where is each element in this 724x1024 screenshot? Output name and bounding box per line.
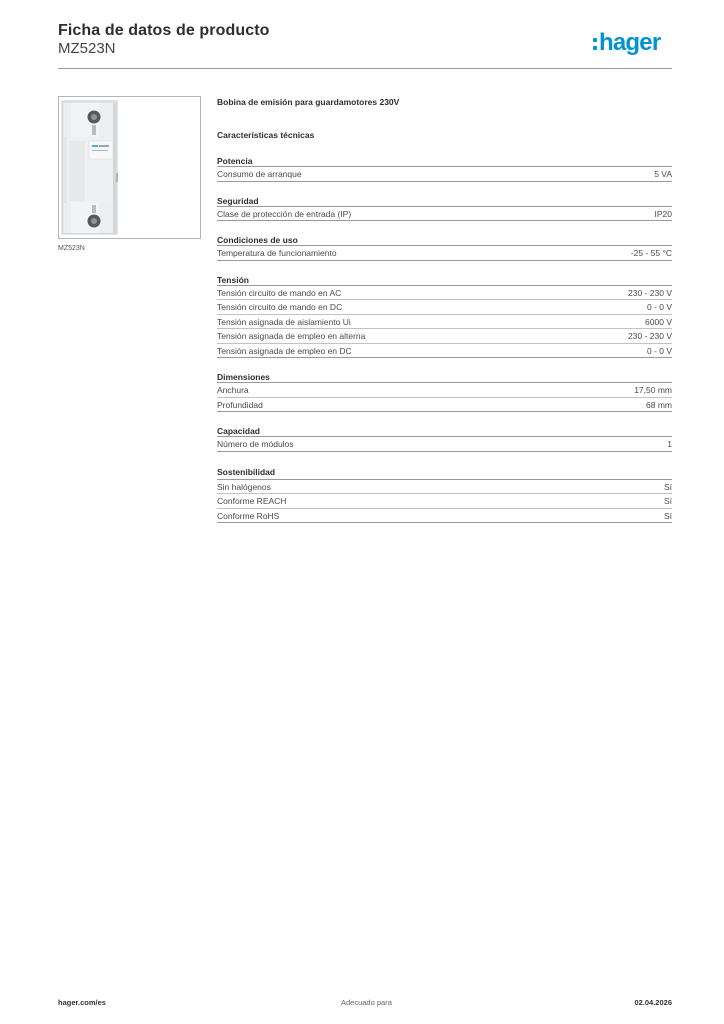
logo-dots-icon bbox=[593, 38, 597, 50]
spec-label: Tensión asignada de aislamiento Ui bbox=[217, 316, 351, 327]
spec-value: 68 mm bbox=[646, 399, 672, 410]
section-sostenibilidad bbox=[217, 466, 672, 524]
product-description: Bobina de emisión para guardamotores 230V bbox=[217, 97, 400, 107]
spec-label: Clase de protección de entrada (IP) bbox=[217, 208, 352, 219]
spec-value: 17,50 mm bbox=[634, 385, 672, 395]
section-dimensiones bbox=[217, 371, 672, 412]
circuit-breaker-accessory-illustration bbox=[59, 97, 200, 238]
header-divider bbox=[58, 68, 672, 69]
spec-row bbox=[217, 398, 672, 413]
spec-content bbox=[217, 96, 672, 523]
footer-website-link[interactable]: hager.com/es bbox=[58, 998, 106, 1007]
spec-label: Tensión asignada de empleo en alterna bbox=[217, 331, 366, 341]
section-title: Seguridad bbox=[217, 195, 672, 207]
hager-logo bbox=[593, 28, 660, 58]
spec-label: Número de módulos bbox=[217, 439, 294, 449]
spec-value: 0 - 0 V bbox=[646, 302, 672, 312]
page-title: Ficha de datos de producto bbox=[58, 22, 270, 39]
spec-row bbox=[217, 329, 672, 344]
section-condiciones-de-uso bbox=[217, 234, 672, 261]
spec-row bbox=[217, 480, 672, 495]
image-caption: MZ523N bbox=[58, 245, 85, 252]
section-title: Sostenibilidad bbox=[217, 466, 672, 480]
spec-value: Sí bbox=[663, 510, 672, 521]
spec-label: Tensión circuito de mando en DC bbox=[217, 302, 343, 312]
spec-value: -25 - 55 °C bbox=[630, 248, 672, 258]
spec-value: Sí bbox=[663, 481, 672, 492]
product-code: MZ523N bbox=[58, 40, 116, 57]
spec-row bbox=[217, 167, 672, 182]
spec-label: Tensión circuito de mando en AC bbox=[217, 287, 342, 298]
spec-row bbox=[217, 383, 672, 398]
spec-row bbox=[217, 286, 672, 301]
section-title: Capacidad bbox=[217, 425, 672, 437]
spec-label: Anchura bbox=[217, 385, 249, 395]
section-tension bbox=[217, 274, 672, 359]
spec-row bbox=[217, 494, 672, 509]
spec-value: 5 VA bbox=[654, 169, 672, 179]
spec-value: 1 bbox=[667, 439, 672, 449]
spec-value: Sí bbox=[663, 496, 672, 506]
spec-row bbox=[217, 300, 672, 315]
spec-label: Profundidad bbox=[217, 399, 263, 410]
footer-note: Adecuado para bbox=[341, 998, 392, 1007]
section-potencia bbox=[217, 155, 672, 182]
spec-label: Conforme RoHS bbox=[217, 510, 280, 521]
spec-row bbox=[217, 437, 672, 452]
spec-value: 230 - 230 V bbox=[628, 287, 672, 298]
spec-label: Conforme REACH bbox=[217, 496, 287, 506]
spec-row bbox=[217, 315, 672, 330]
spec-value: 6000 V bbox=[645, 316, 672, 327]
spec-row bbox=[217, 509, 672, 524]
spec-row bbox=[217, 246, 672, 261]
logo-text: hager bbox=[599, 29, 661, 56]
section-title: Potencia bbox=[217, 155, 672, 167]
spec-row bbox=[217, 207, 672, 222]
spec-label: Consumo de arranque bbox=[217, 169, 302, 179]
product-image bbox=[58, 96, 201, 239]
footer-date: 02.04.2026 bbox=[634, 998, 672, 1007]
spec-label: Sin halógenos bbox=[217, 481, 271, 492]
tech-heading: Características técnicas bbox=[217, 130, 315, 140]
section-title: Tensión bbox=[217, 274, 672, 286]
spec-label: Tensión asignada de empleo en DC bbox=[217, 345, 352, 356]
section-capacidad bbox=[217, 425, 672, 452]
spec-value: IP20 bbox=[654, 208, 672, 219]
section-seguridad bbox=[217, 195, 672, 222]
spec-row bbox=[217, 344, 672, 359]
spec-value: 0 - 0 V bbox=[646, 345, 672, 356]
spec-value: 230 - 230 V bbox=[628, 331, 672, 341]
section-title: Dimensiones bbox=[217, 371, 672, 383]
spec-label: Temperatura de funcionamiento bbox=[217, 248, 337, 258]
section-title: Condiciones de uso bbox=[217, 234, 672, 246]
